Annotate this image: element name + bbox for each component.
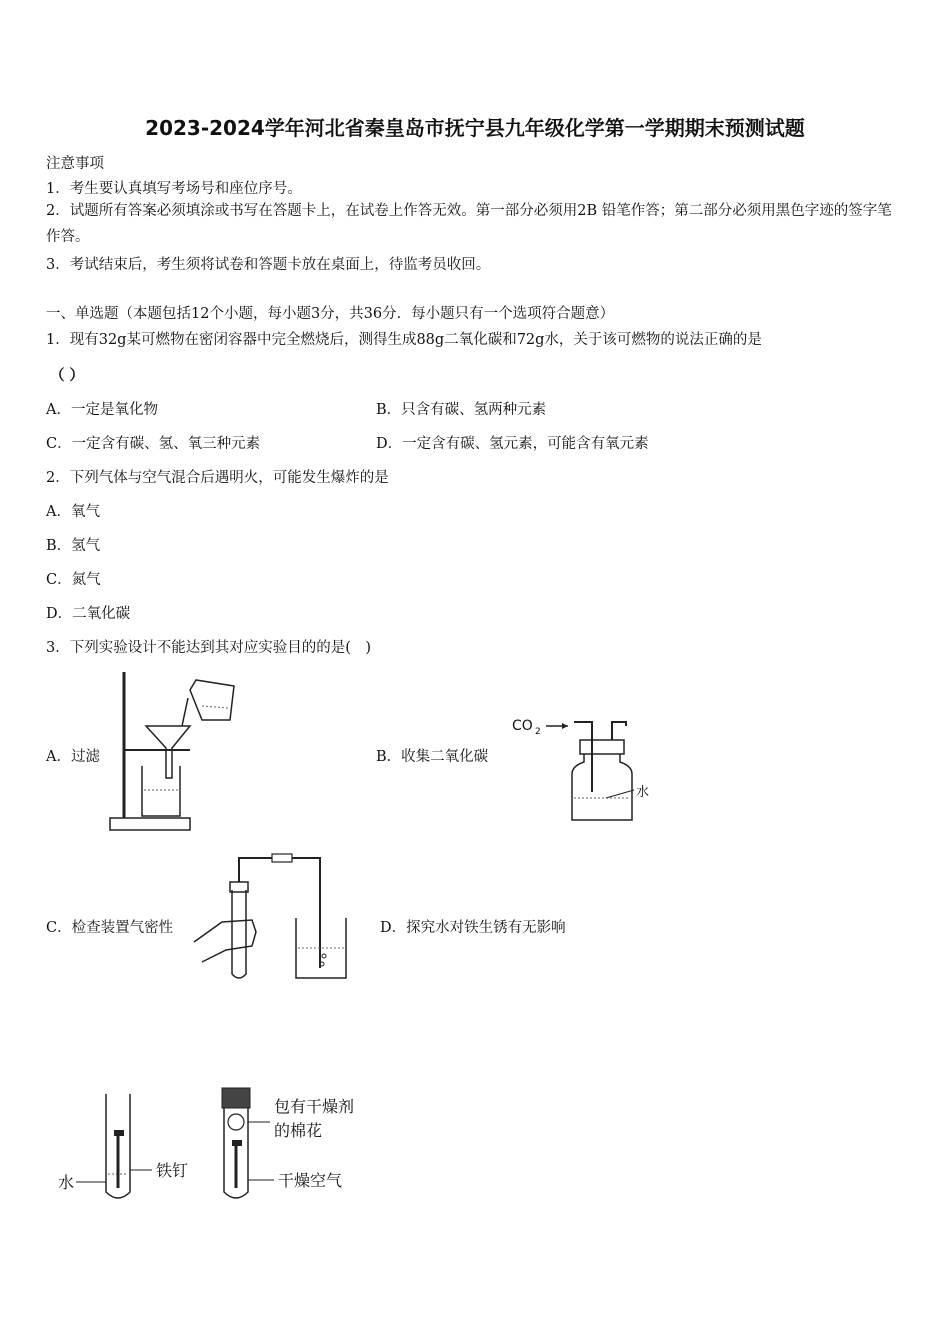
q1-option-c: C．一定含有碳、氢、氧三种元素 <box>46 436 261 452</box>
section-heading: 一、单选题（本题包括12个小题，每小题3分，共36分．每小题只有一个选项符合题意） <box>46 306 615 322</box>
cotton-label-2: 的棉花 <box>274 1121 323 1140</box>
notice-item-2: 2．试题所有答案必须填涂或书写在答题卡上，在试卷上作答无效。第一部分必须用2B 铅笔作答；第二部分必须用黑色字迹的签字笔作答。 <box>46 203 892 245</box>
notice-item-3: 3．考试结束后，考生须将试卷和答题卡放在桌面上，待监考员收回。 <box>46 257 491 273</box>
q2-option-d: D．二氧化碳 <box>46 606 131 622</box>
dry-air-label: 干燥空气 <box>278 1171 343 1190</box>
cotton-label-1: 包有干燥剂 <box>274 1097 355 1116</box>
q3-option-a: A．过滤 <box>46 749 100 765</box>
q2-option-a: A．氧气 <box>46 504 100 520</box>
q1-option-d: D．一定含有碳、氢元素，可能含有氧元素 <box>376 436 649 452</box>
water-label-d: 水 <box>58 1173 75 1192</box>
q1-blank: （ ） <box>50 367 85 384</box>
nail-label: 铁钉 <box>156 1161 189 1180</box>
notice-heading: 注意事项 <box>46 156 104 172</box>
q2-option-c: C．氮气 <box>46 572 101 588</box>
q2-stem: 2．下列气体与空气混合后遇明火，可能发生爆炸的是 <box>46 470 389 486</box>
q1-option-a: A．一定是氧化物 <box>46 402 158 418</box>
q1-option-b: B．只含有碳、氢两种元素 <box>376 402 547 418</box>
q2-option-b: B．氢气 <box>46 538 101 554</box>
co2-label: CO <box>512 718 533 734</box>
airtightness-figure <box>192 850 357 985</box>
q3-stem: 3．下列实验设计不能达到其对应实验目的的是( ) <box>46 640 372 656</box>
iron-rust-figure <box>56 1088 396 1210</box>
q3-option-c: C．检查装置气密性 <box>46 920 174 936</box>
filtration-figure <box>106 668 246 833</box>
notice-item-1: 1．考生要认真填写考场号和座位序号。 <box>46 181 302 197</box>
co2-collection-figure <box>510 712 670 832</box>
q3-option-d: D．探究水对铁生锈有无影响 <box>380 920 566 936</box>
water-label-b: 水 <box>636 785 650 800</box>
page-title: 2023-2024学年河北省秦皇岛市抚宁县九年级化学第一学期期末预测试题 <box>145 116 805 140</box>
co2-subscript: 2 <box>535 727 541 737</box>
q3-option-b: B．收集二氧化碳 <box>376 749 489 765</box>
q1-stem: 1．现有32g某可燃物在密闭容器中完全燃烧后，测得生成88g二氧化碳和72g水，关于该可燃物的说法正确的是 <box>46 332 762 348</box>
